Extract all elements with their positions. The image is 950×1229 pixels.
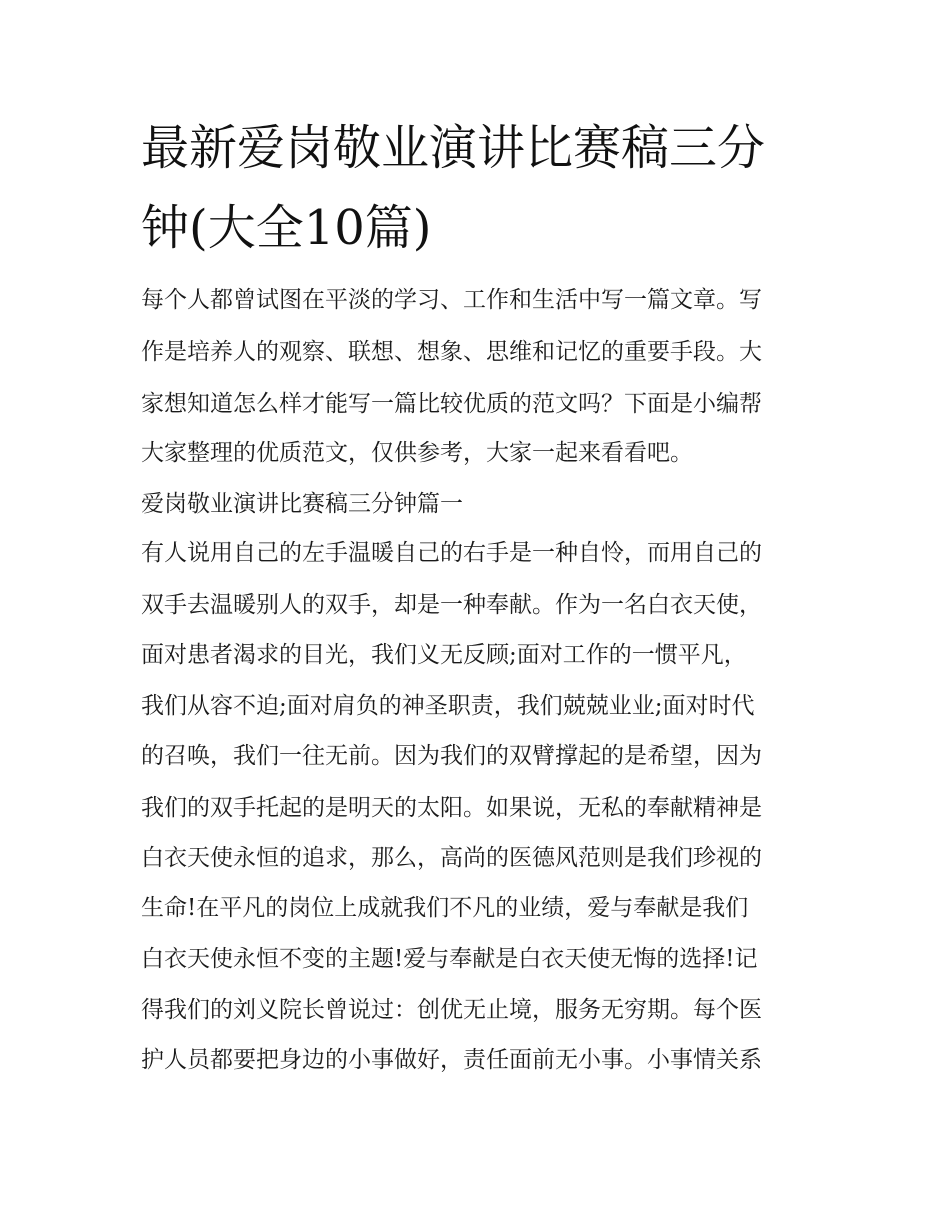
body-line-6: 我们的双手托起的是明天的太阳。如果说，无私的奉献精神是 [141, 795, 762, 821]
intro-line-2: 作是培养人的观察、联想、想象、思维和记忆的重要手段。大 [141, 339, 762, 365]
intro-line-4: 大家整理的优质范文，仅供参考，大家一起来看看吧。 [141, 440, 693, 466]
body-line-5: 的召唤，我们一往无前。因为我们的双臂撑起的是希望，因为 [141, 743, 762, 769]
intro-line-3: 家想知道怎么样才能写一篇比较优质的范文吗？下面是小编帮 [141, 391, 762, 417]
body-line-1: 有人说用自己的左手温暖自己的右手是一种自怜，而用自己的 [141, 540, 762, 566]
body-line-7: 白衣天使永恒的追求，那么，高尚的医德风范则是我们珍视的 [141, 845, 762, 871]
document-title-line-1: 最新爱岗敬业演讲比赛稿三分 [141, 120, 766, 176]
body-line-2: 双手去温暖别人的双手，却是一种奉献。作为一名白衣天使， [141, 592, 762, 618]
body-line-10: 得我们的刘义院长曾说过：创优无止境，服务无穷期。每个医 [141, 997, 762, 1023]
intro-line-1: 每个人都曾试图在平淡的学习、工作和生活中写一篇文章。写 [141, 287, 762, 313]
section-heading: 爱岗敬业演讲比赛稿三分钟篇一 [141, 491, 463, 517]
body-line-8: 生命!在平凡的岗位上成就我们不凡的业绩，爱与奉献是我们 [141, 895, 749, 921]
body-line-11: 护人员都要把身边的小事做好，责任面前无小事。小事情关系 [141, 1047, 762, 1073]
document-title-line-2: 钟(大全10篇) [141, 200, 432, 256]
body-line-4: 我们从容不迫;面对肩负的神圣职责，我们兢兢业业;面对时代 [141, 693, 755, 719]
body-line-3: 面对患者渴求的目光，我们义无反顾;面对工作的一惯平凡， [141, 642, 747, 668]
body-line-9: 白衣天使永恒不变的主题!爱与奉献是白衣天使无悔的选择!记 [141, 946, 758, 972]
